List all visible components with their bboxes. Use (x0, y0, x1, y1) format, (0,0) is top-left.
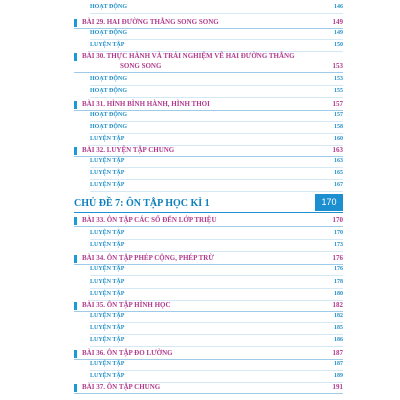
page-number: 167 (334, 182, 343, 188)
lesson-marker-icon (74, 53, 77, 61)
page-number: 173 (334, 242, 343, 248)
page-number: 165 (334, 170, 343, 176)
subitem-label: LUYỆN TẬP (90, 361, 125, 367)
page-number: 185 (334, 325, 343, 331)
page-number: 170 (332, 216, 343, 224)
toc-subitem[interactable] (0, 111, 400, 122)
toc-subitem[interactable] (0, 312, 400, 323)
subitem-label: HOẠT ĐỘNG (90, 30, 128, 36)
toc-subitem[interactable] (0, 157, 400, 168)
dotted-divider (90, 370, 343, 371)
page-number: 176 (332, 254, 343, 262)
page-number: 189 (334, 373, 343, 379)
dotted-divider (90, 288, 343, 289)
toc-lesson[interactable] (0, 17, 400, 29)
lesson-marker-icon (74, 147, 77, 155)
toc-lesson[interactable] (0, 348, 400, 360)
dotted-divider (90, 167, 343, 168)
subitem-label: LUYỆN TẬP (90, 42, 125, 48)
dotted-divider (90, 133, 343, 134)
toc-lesson[interactable] (0, 99, 400, 111)
subitem-label: LUYỆN TẬP (90, 279, 125, 285)
lesson-title: BÀI 32. LUYỆN TẬP CHUNG (82, 146, 175, 154)
toc-subitem[interactable] (0, 336, 400, 347)
lesson-title: BÀI 31. HÌNH BÌNH HÀNH, HÌNH THOI (82, 100, 210, 108)
lesson-title: BÀI 30. THỰC HÀNH VÀ TRẢI NGHIỆM VẼ HAI ĐƯỜNG THẲNG (82, 52, 295, 60)
toc-subitem[interactable] (0, 278, 400, 289)
toc-subitem[interactable] (0, 169, 400, 180)
subitem-label: LUYỆN TẬP (90, 337, 125, 343)
page-number: 191 (332, 383, 343, 391)
dotted-divider (90, 179, 343, 180)
lesson-marker-icon (74, 217, 77, 225)
dotted-divider (90, 275, 343, 276)
dotted-divider (90, 239, 343, 240)
page-number: 163 (334, 158, 343, 164)
subitem-label: LUYỆN TẬP (90, 170, 125, 176)
lesson-marker-icon (74, 350, 77, 358)
lesson-marker-icon (74, 101, 77, 109)
toc-subitem[interactable] (0, 75, 400, 86)
lesson-title: BÀI 33. ÔN TẬP CÁC SỐ ĐẾN LỚP TRIỆU (82, 216, 217, 224)
page-number: 176 (334, 266, 343, 272)
toc-lesson[interactable] (0, 253, 400, 265)
dotted-divider (90, 39, 343, 40)
page-number: 149 (332, 18, 343, 26)
toc-subitem[interactable] (0, 181, 400, 192)
toc-lesson[interactable] (0, 145, 400, 157)
lesson-marker-icon (74, 19, 77, 27)
lesson-title-continued: SONG SONG (120, 62, 162, 70)
lesson-marker-icon (74, 384, 77, 392)
toc-lesson[interactable] (0, 300, 400, 312)
subitem-label: LUYỆN TẬP (90, 158, 125, 164)
page-number: 153 (334, 76, 343, 82)
toc-lesson[interactable] (0, 382, 400, 394)
dotted-divider (90, 85, 343, 86)
subitem-label: HOẠT ĐỘNG (90, 124, 128, 130)
divider (74, 72, 343, 73)
page-number: 187 (332, 349, 343, 357)
subitem-label: LUYỆN TẬP (90, 373, 125, 379)
dotted-divider (90, 346, 343, 347)
lesson-title: BÀI 36. ÔN TẬP ĐO LƯỜNG (82, 349, 173, 357)
dotted-divider (90, 121, 343, 122)
lesson-marker-icon (74, 302, 77, 310)
lesson-title: BÀI 37. ÔN TẬP CHUNG (82, 383, 161, 391)
page-number: 149 (334, 30, 343, 36)
page-number: 186 (334, 337, 343, 343)
toc-subitem[interactable] (0, 87, 400, 98)
lesson-title: BÀI 35. ÔN TẬP HÌNH HỌC (82, 301, 171, 309)
dotted-divider (90, 334, 343, 335)
dotted-divider (90, 322, 343, 323)
subitem-label: HOẠT ĐỘNG (90, 4, 128, 10)
page-number: 182 (334, 313, 343, 319)
divider (74, 393, 343, 394)
toc-subitem[interactable] (0, 123, 400, 134)
chapter-title: CHỦ ĐỀ 7: ÔN TẬP HỌC KÌ 1 (74, 198, 210, 209)
subitem-label: LUYỆN TẬP (90, 313, 125, 319)
dotted-divider (90, 13, 343, 14)
subitem-label: LUYỆN TẬP (90, 136, 125, 142)
dotted-divider (90, 251, 343, 252)
page-number: 155 (334, 88, 343, 94)
toc-lesson[interactable] (0, 215, 400, 227)
page-number: 150 (334, 42, 343, 48)
subitem-label: LUYỆN TẬP (90, 182, 125, 188)
subitem-label: LUYỆN TẬP (90, 291, 125, 297)
subitem-label: HOẠT ĐỘNG (90, 112, 128, 118)
subitem-label: LUYỆN TẬP (90, 325, 125, 331)
lesson-title: BÀI 29. HAI ĐƯỜNG THẲNG SONG SONG (82, 18, 219, 26)
subitem-label: HOẠT ĐỘNG (90, 76, 128, 82)
subitem-label: LUYỆN TẬP (90, 230, 125, 236)
chapter-page-badge: 170 (315, 194, 343, 211)
toc-subitem[interactable] (0, 29, 400, 40)
divider (74, 226, 343, 227)
dotted-divider (90, 191, 343, 192)
page-number: 163 (332, 146, 343, 154)
subitem-label: LUYỆN TẬP (90, 242, 125, 248)
toc-subitem[interactable] (0, 3, 400, 14)
toc-subitem[interactable] (0, 241, 400, 252)
page-number: 146 (334, 4, 343, 10)
subitem-label: LUYỆN TẬP (90, 266, 125, 272)
page-number: 157 (332, 100, 343, 108)
page-number: 187 (334, 361, 343, 367)
page-number: 160 (334, 136, 343, 142)
dotted-divider (90, 97, 343, 98)
page-number: 153 (332, 62, 343, 70)
page-number: 170 (334, 230, 343, 236)
toc-subitem[interactable] (0, 324, 400, 335)
toc-chapter[interactable] (0, 197, 400, 211)
subitem-label: HOẠT ĐỘNG (90, 88, 128, 94)
page-number: 180 (334, 291, 343, 297)
page-number: 157 (334, 112, 343, 118)
page-number: 158 (334, 124, 343, 130)
toc-lesson[interactable] (0, 51, 400, 73)
page-number: 178 (334, 279, 343, 285)
page-number: 182 (332, 301, 343, 309)
chapter-divider (74, 212, 343, 213)
toc-subitem[interactable] (0, 265, 400, 276)
toc-subitem[interactable] (0, 229, 400, 240)
lesson-marker-icon (74, 255, 77, 263)
lesson-title: BÀI 34. ÔN TẬP PHÉP CỘNG, PHÉP TRỪ (82, 254, 214, 262)
toc-subitem[interactable] (0, 360, 400, 371)
